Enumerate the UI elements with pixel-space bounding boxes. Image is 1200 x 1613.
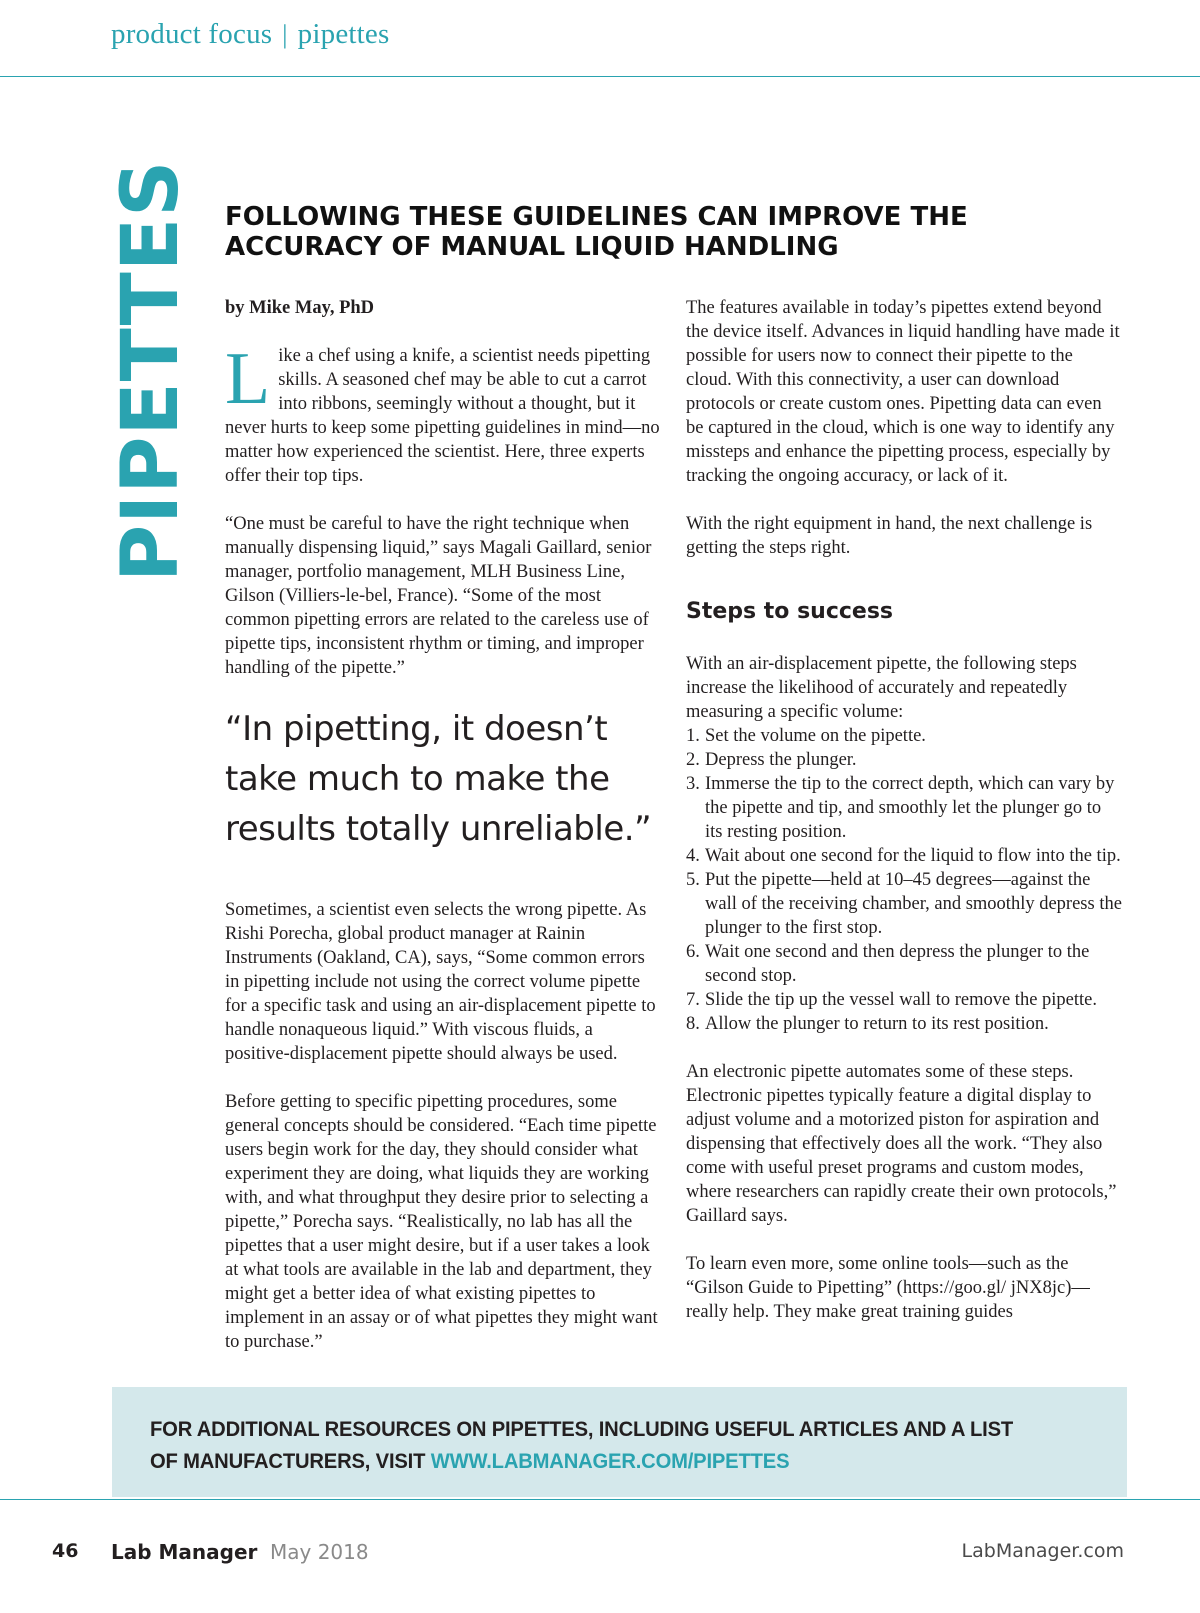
resources-callout bbox=[112, 1387, 1127, 1497]
right-column bbox=[686, 296, 1123, 1348]
callout-link[interactable]: WWW.LABMANAGER.COM/PIPETTES bbox=[430, 1449, 790, 1473]
subheading-steps: Steps to success bbox=[686, 599, 894, 624]
article-headline: FOLLOWING THESE GUIDELINES CAN IMPROVE THE ACCURACY OF MANUAL LIQUID HANDLING bbox=[225, 202, 968, 262]
paragraph-concepts: Before getting to specific pipetting procedures, some general concepts should be considered. “Each time pipette users begin work for the day, they should consider what experiment they are doing, what liquids they are working with, and what throughput they desire prior to selecting a pipette,” Porecha says. “Realistically, no lab has all the pipettes that a user might desire, but if a user takes a look at what tools are available in the lab and department, they might get a better idea of what existing pipettes to implement in an assay or of what pipettes they might want to purchase.” bbox=[225, 1092, 658, 1352]
intro-paragraph bbox=[225, 338, 660, 488]
issue-date: May 2018 bbox=[270, 1540, 369, 1564]
list-item: 5. Put the pipette—held at 10–45 degrees—against the wall of the receiving chamber, and smoothly depress the plunger to the first stop. bbox=[686, 870, 1122, 938]
list-item: 7. Slide the tip up the vessel wall to remove the pipette. bbox=[686, 990, 1098, 1010]
section-separator: | bbox=[282, 20, 288, 49]
list-item: 4. Wait about one second for the liquid to flow into the tip. bbox=[686, 846, 1121, 866]
paragraph-features: The features available in today’s pipettes extend beyond the device itself. Advances in liquid handling have made it possible for users now to connect their pipette to the cloud. With this connectivity, a user can download protocols or create custom ones. Pipetting data can even be captured in the cloud, which is one way to identify any missteps and enhance the pipetting process, especially by tracking the ongoing accuracy, or lack of it. bbox=[686, 298, 1120, 486]
callout-text bbox=[150, 1413, 1043, 1477]
paragraph-electronic: An electronic pipette automates some of these steps. Electronic pipettes typically feature a digital display to adjust volume and a motorized piston for aspiration and dispensing that effectively does all the work. “They also come with useful preset programs and custom modes, where researchers can rapidly create their own protocols,” Gaillard says. bbox=[686, 1062, 1117, 1226]
steps-intro: With an air-displacement pipette, the following steps increase the likelihood of accurately and repeatedly measuring a specific volume: bbox=[686, 654, 1077, 722]
byline: by Mike May, PhD bbox=[225, 298, 375, 318]
left-column bbox=[225, 296, 660, 1378]
list-item: 8. Allow the plunger to return to its rest position. bbox=[686, 1014, 1049, 1034]
page-number: 46 bbox=[52, 1540, 79, 1562]
steps-list bbox=[686, 724, 1123, 1036]
list-item: 3. Immerse the tip to the correct depth, which can vary by the pipette and tip, and smoothly let the plunger go to its resting position. bbox=[686, 774, 1115, 842]
section-name: product focus bbox=[111, 18, 273, 50]
callout-label: FOR ADDITIONAL RESOURCES ON PIPETTES, INCLUDING USEFUL ARTICLES AND A LIST OF MANUFACTURERS, VISIT bbox=[150, 1417, 1014, 1473]
website-link[interactable]: LabManager.com bbox=[961, 1540, 1124, 1562]
list-item: 1. Set the volume on the pipette. bbox=[686, 726, 926, 746]
paragraph-gaillard: “One must be careful to have the right technique when manually dispensing liquid,” says Magali Gaillard, senior manager, portfolio management, MLH Business Line, Gilson (Villiers-le-bel, France). “Some of the most common pipetting errors are related to the careless use of pipette tips, inconsistent rhythm or timing, and improper handling of the pipette.” bbox=[225, 514, 652, 678]
side-title: PIPETTES bbox=[106, 159, 196, 582]
dropcap: L bbox=[225, 338, 271, 420]
list-item: 2. Depress the plunger. bbox=[686, 750, 857, 770]
paragraph-equipment: With the right equipment in hand, the next challenge is getting the steps right. bbox=[686, 514, 1093, 558]
section-label bbox=[111, 18, 389, 51]
paragraph-online-tools: To learn even more, some online tools—such as the “Gilson Guide to Pipetting” (https://goo.gl/ jNX8jc)—really help. They make great training guides bbox=[686, 1254, 1090, 1322]
paragraph-porecha: Sometimes, a scientist even selects the wrong pipette. As Rishi Porecha, global product manager at Rainin Instruments (Oakland, CA), says, “Some common errors in pipetting include not using the correct volume pipette for a specific task and using an air-displacement pipette to handle nonaqueous liquid.” With viscous fluids, a positive-displacement pipette should always be used. bbox=[225, 900, 656, 1064]
pull-quote: “In pipetting, it doesn’t take much to make the results totally unreliable.” bbox=[225, 709, 652, 849]
intro-text: ike a chef using a knife, a scientist needs pipetting skills. A seasoned chef may be able to cut a carrot into ribbons, seemingly without a thought, but it never hurts to keep some pipetting guidelines in mind—no matter how experienced the scientist. Here, three experts offer their top tips. bbox=[225, 346, 660, 486]
section-topic: pipettes bbox=[297, 18, 390, 50]
magazine-name: Lab Manager bbox=[111, 1540, 258, 1564]
footer-rule bbox=[0, 1499, 1200, 1500]
list-item: 6. Wait one second and then depress the plunger to the second stop. bbox=[686, 942, 1090, 986]
